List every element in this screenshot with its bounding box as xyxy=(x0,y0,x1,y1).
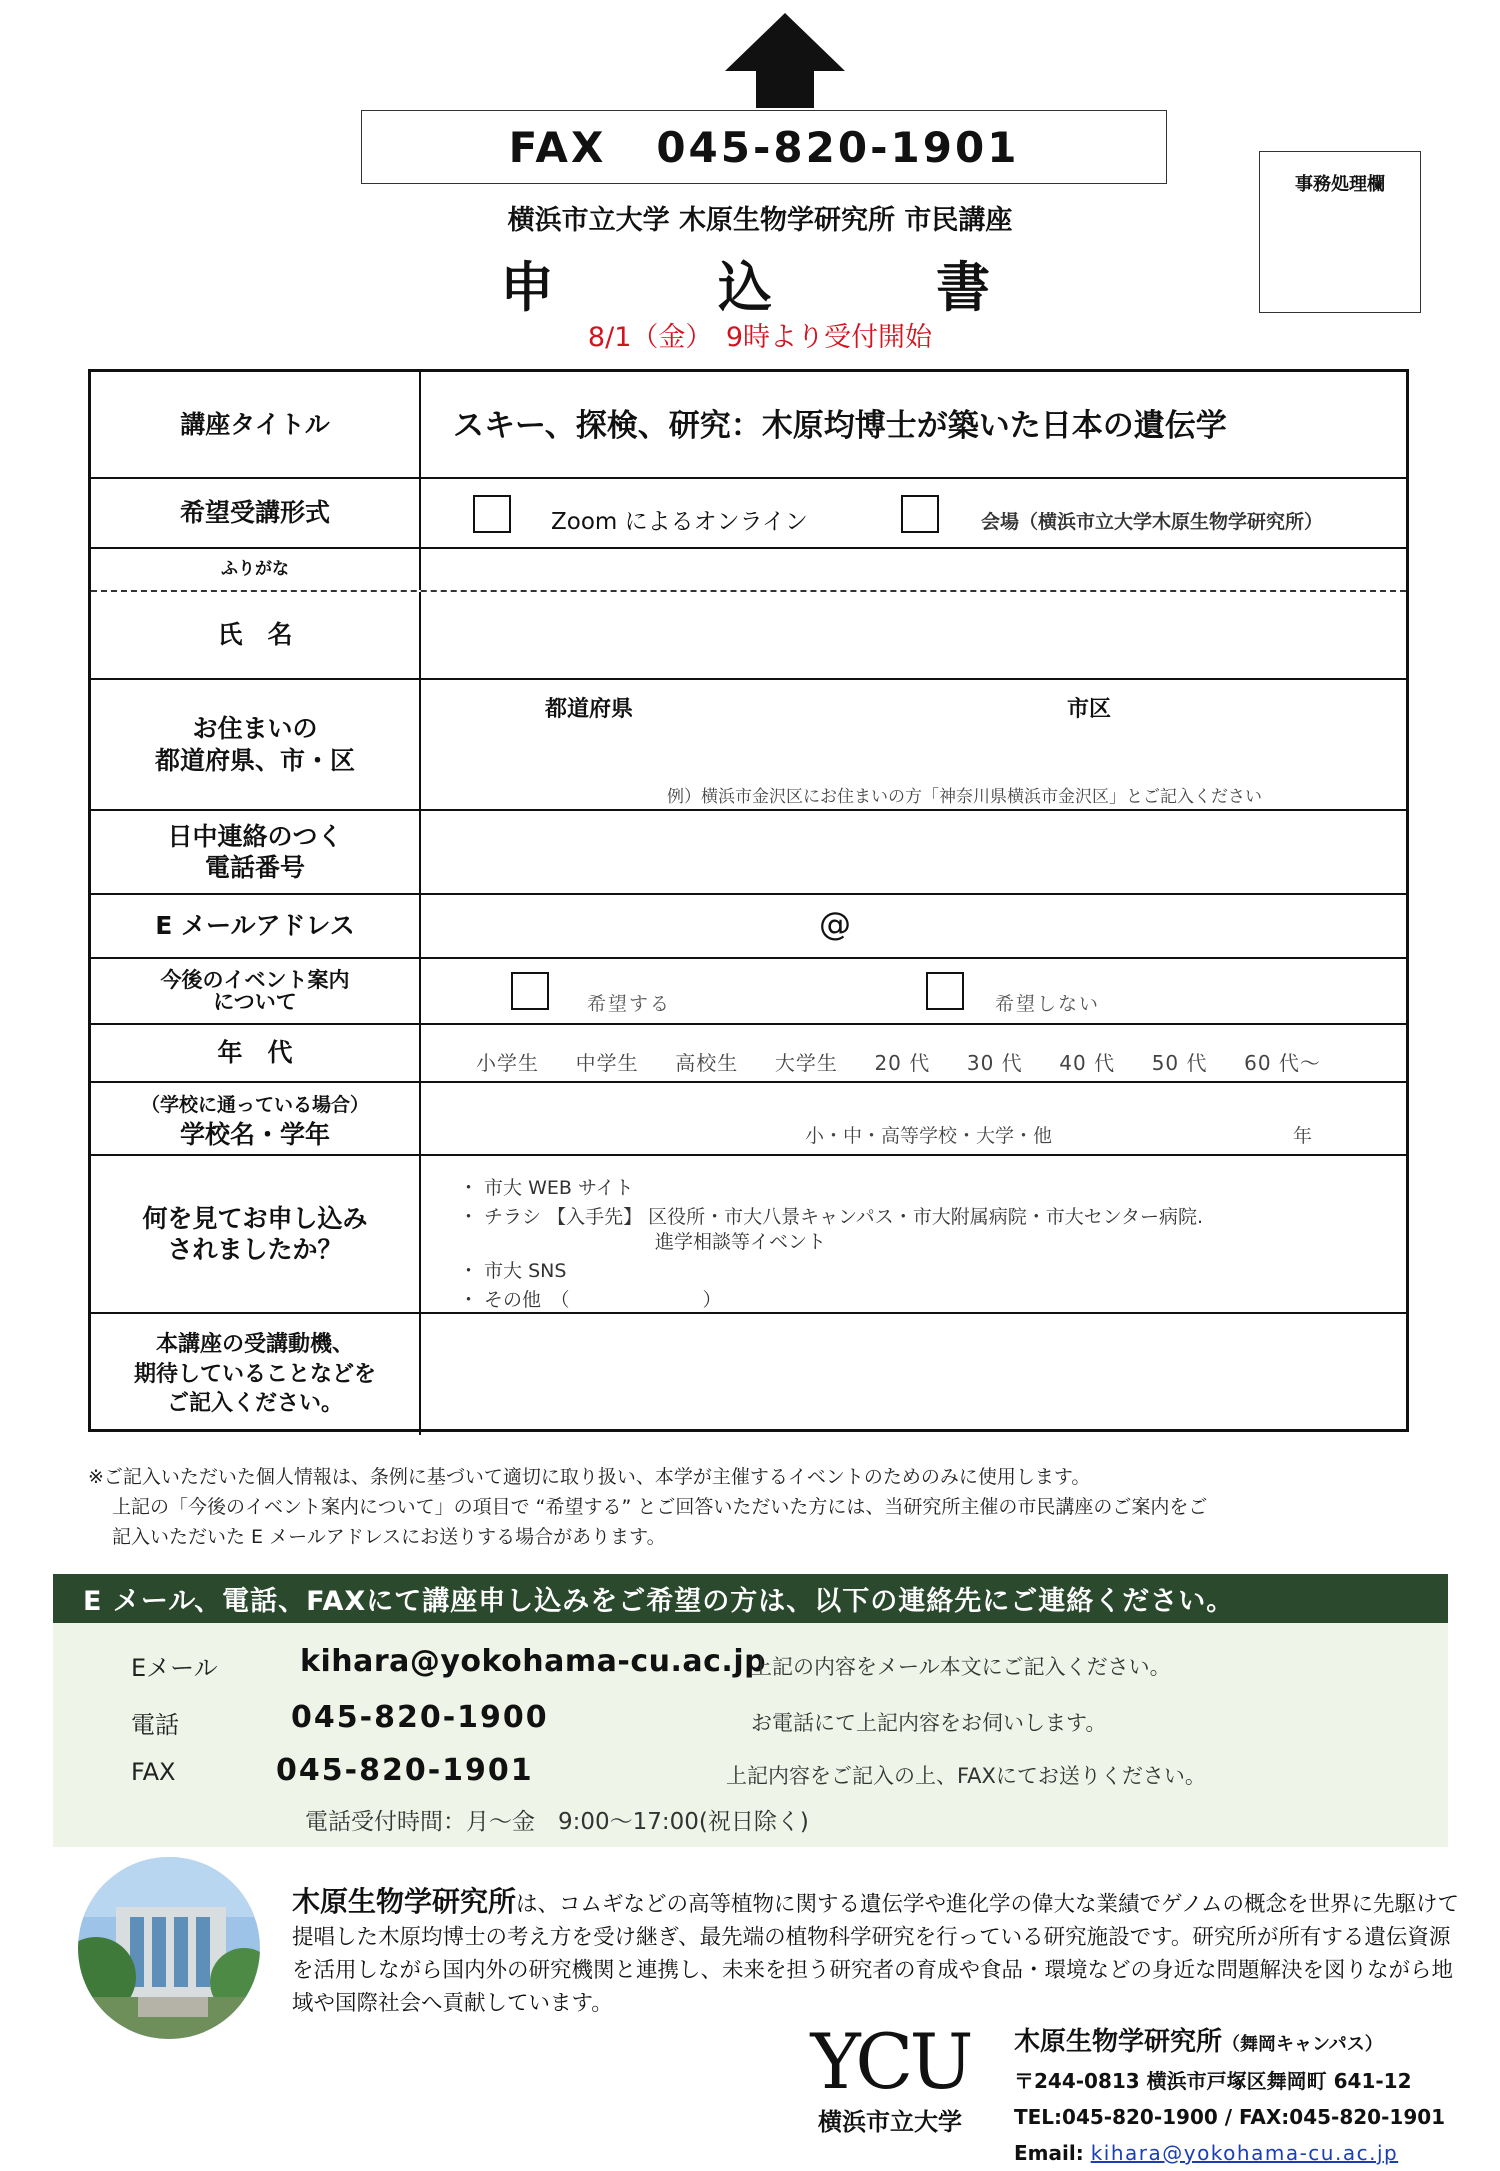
institute-building-photo xyxy=(78,1857,260,2039)
events-label xyxy=(91,959,421,1023)
prefecture-label: 都道府県 xyxy=(545,697,634,722)
institute-footer-title: 木原生物学研究所 xyxy=(1014,2027,1223,2057)
email-label: E メールアドレス xyxy=(91,895,421,957)
page-subtitle: 横浜市立大学 木原生物学研究所 市民講座 xyxy=(507,205,1013,236)
row-name xyxy=(91,592,1406,680)
privacy-note xyxy=(88,1462,1418,1552)
row-furigana xyxy=(91,549,1406,592)
contact-email[interactable]: kihara@yokohama-cu.ac.jp xyxy=(300,1644,767,1679)
events-yes-label: 希望する xyxy=(587,993,672,1015)
how-option[interactable]: ・ チラシ 【入手先】 区役所・市大八景キャンパス・市大附属病院・市大センター病院. xyxy=(459,1206,1204,1228)
row-format xyxy=(91,479,1406,549)
ycu-logo xyxy=(800,2017,980,2137)
note-line: 上記の「今後のイベント案内について」の項目で “希望する” とご回答いただいた方には、当研究所主催の市民講座のご案内をご xyxy=(112,1496,1208,1518)
age-label: 年 代 xyxy=(91,1025,421,1081)
age-option[interactable]: 60 代〜 xyxy=(1244,1051,1321,1075)
contact-phone[interactable]: 045-820-1900 xyxy=(291,1700,549,1735)
fax-number: 045-820-1901 xyxy=(656,122,1020,172)
age-option[interactable]: 中学生 xyxy=(575,1051,639,1075)
institute-address: 〒244-0813 横浜市戸塚区舞岡町 641-12 xyxy=(1014,2069,1412,2093)
institute-footer-name xyxy=(1014,2024,1445,2063)
institute-email-label: Email: xyxy=(1014,2141,1084,2165)
age-option[interactable]: 30 代 xyxy=(966,1051,1023,1075)
events-label-line1: 今後のイベント案内 xyxy=(160,967,350,992)
how-option[interactable]: ・ 市大 WEB サイト xyxy=(459,1177,634,1199)
events-yes-checkbox[interactable] xyxy=(511,972,549,1010)
motive-label xyxy=(91,1314,421,1435)
format-online-label: Zoom によるオンライン xyxy=(551,509,808,535)
events-no-label: 希望しない xyxy=(995,993,1101,1015)
institute-name: 木原生物学研究所 xyxy=(292,1885,517,1918)
up-arrow-icon xyxy=(725,13,845,71)
open-date: 8/1（金） 9時より受付開始 xyxy=(587,322,933,353)
how-label-line2: されましたか？ xyxy=(167,1235,343,1264)
how-option-continued: 進学相談等イベント xyxy=(459,1231,827,1253)
phone-label-line2: 電話番号 xyxy=(204,853,305,882)
application-form xyxy=(88,369,1409,1432)
contact-banner: E メール、電話、FAXにて講座申し込みをご希望の方は、以下の連絡先にご連絡ください。 xyxy=(53,1574,1448,1623)
row-phone xyxy=(91,811,1406,895)
city-label: 市区 xyxy=(1067,697,1112,722)
fax-number-box xyxy=(361,110,1167,184)
course-title: スキー、探検、研究：木原均博士が築いた日本の遺伝学 xyxy=(453,408,1227,444)
title-char-1: 申 xyxy=(500,256,554,319)
address-label-line2: 都道府県、市・区 xyxy=(154,745,355,775)
institute-description xyxy=(292,1885,1462,2020)
phone-label xyxy=(91,811,421,893)
age-option[interactable]: 40 代 xyxy=(1059,1051,1116,1075)
fax-label: FAX xyxy=(508,122,607,172)
address-example: 例）横浜市金沢区にお住まいの方「神奈川県横浜市金沢区」とご記入ください xyxy=(667,787,1262,807)
how-label-line1: 何を見てお申し込み xyxy=(142,1203,368,1233)
phone-field[interactable] xyxy=(421,811,1406,893)
row-motive xyxy=(91,1314,1406,1435)
motive-label-line3: ご記入ください。 xyxy=(166,1391,343,1417)
how-option[interactable]: ・ その他 （ ） xyxy=(459,1289,722,1311)
institute-tel-fax: TEL:045-820-1900 / FAX:045-820-1901 xyxy=(1014,2105,1446,2129)
institute-campus: （舞岡キャンパス） xyxy=(1222,2034,1383,2055)
furigana-field[interactable] xyxy=(421,549,1406,590)
school-types: 小・中・高等学校・大学・他 xyxy=(805,1125,1053,1147)
phone-label-line1: 日中連絡のつく xyxy=(167,821,343,851)
phone-hours: 電話受付時間：月〜金 9:00〜17:00(祝日除く) xyxy=(305,1809,809,1835)
age-option[interactable]: 小学生 xyxy=(476,1051,539,1075)
motive-field[interactable] xyxy=(421,1314,1406,1435)
contact-fax-label: FAX xyxy=(131,1758,176,1786)
age-options xyxy=(421,1047,1406,1076)
events-label-line2: について xyxy=(213,990,297,1014)
events-no-checkbox[interactable] xyxy=(926,972,964,1010)
format-venue-label: 会場（横浜市立大学木原生物学研究所） xyxy=(981,511,1324,533)
office-use-label: 事務処理欄 xyxy=(1295,174,1385,195)
row-age xyxy=(91,1025,1406,1083)
name-label: 氏 名 xyxy=(91,592,421,678)
contact-email-note: 上記の内容をメール本文にご記入ください。 xyxy=(751,1655,1171,1679)
title-char-3: 書 xyxy=(936,256,990,319)
address-label-line1: お住まいの xyxy=(192,714,318,744)
age-option[interactable]: 20 代 xyxy=(874,1051,931,1075)
course-title-label: 講座タイトル xyxy=(91,372,421,477)
row-address xyxy=(91,680,1406,811)
contact-panel xyxy=(53,1623,1448,1847)
online-checkbox[interactable] xyxy=(473,495,511,533)
page-title xyxy=(500,245,990,322)
row-events xyxy=(91,959,1406,1025)
address-cell[interactable] xyxy=(421,680,1406,809)
format-cell xyxy=(421,479,1406,547)
institute-description-text: は、コムギなどの高等植物に関する遺伝学や進化学の偉大な業績でゲノムの概念を世界に先駆けて提唱した木原均博士の考え方を受け継ぎ、最先端の植物科学研究を行っている研究施設です。研究所が所有する遺伝資源を活用しながら国内外の研究機関と連携し、未来を担う研究者の育成や食品・環境などの身近な問題解決を図りながら地域や国際社会へ貢献しています。 xyxy=(292,1892,1460,2016)
title-char-2: 込 xyxy=(718,256,772,319)
name-field[interactable] xyxy=(421,592,1406,678)
row-course-title xyxy=(91,372,1406,479)
institute-address-block xyxy=(1014,2024,1445,2171)
school-label-line2: 学校名・学年 xyxy=(179,1119,330,1149)
institute-email-line xyxy=(1014,2135,1445,2171)
furigana-label: ふりがな xyxy=(91,549,421,590)
row-school xyxy=(91,1083,1406,1156)
email-field[interactable] xyxy=(421,895,1406,957)
age-cell xyxy=(421,1025,1406,1081)
how-option[interactable]: ・ 市大 SNS xyxy=(459,1260,567,1282)
motive-label-line1: 本講座の受講動機、 xyxy=(155,1331,354,1357)
format-label: 希望受講形式 xyxy=(91,479,421,547)
row-email xyxy=(91,895,1406,959)
age-option[interactable]: 大学生 xyxy=(774,1051,838,1075)
note-line: 記入いただいた E メールアドレスにお送りする場合があります。 xyxy=(112,1526,666,1548)
school-year-label: 年 xyxy=(1293,1125,1313,1147)
how-options xyxy=(459,1174,1203,1315)
contact-phone-note: お電話にて上記内容をお伺いします。 xyxy=(751,1711,1107,1735)
motive-label-line2: 期待していることなどを xyxy=(133,1361,376,1387)
email-at-sign: @ xyxy=(819,905,851,943)
course-title-cell xyxy=(421,372,1406,477)
up-arrow-shaft xyxy=(756,70,814,108)
contact-fax[interactable]: 045-820-1901 xyxy=(276,1753,534,1788)
venue-checkbox[interactable] xyxy=(901,495,939,533)
age-option[interactable]: 50 代 xyxy=(1151,1051,1208,1075)
contact-email-label: Eメール xyxy=(131,1654,218,1682)
school-field[interactable] xyxy=(421,1083,1406,1154)
how-label xyxy=(91,1156,421,1312)
school-label xyxy=(91,1083,421,1154)
note-line: ※ご記入いただいた個人情報は、条例に基づいて適切に取り扱い、本学が主催するイベントのためのみに使用します。 xyxy=(88,1466,1091,1488)
address-label xyxy=(91,680,421,809)
contact-phone-label: 電話 xyxy=(131,1711,179,1739)
institute-email-link[interactable]: kihara@yokohama-cu.ac.jp xyxy=(1090,2141,1399,2165)
age-option[interactable]: 高校生 xyxy=(675,1051,739,1075)
row-how xyxy=(91,1156,1406,1314)
school-label-line1: （学校に通っている場合） xyxy=(140,1094,369,1117)
how-cell xyxy=(421,1156,1406,1312)
ycu-logo-name: 横浜市立大学 xyxy=(818,2108,962,2136)
office-use-box xyxy=(1259,151,1421,313)
ycu-logo-letters: YCU xyxy=(810,2017,970,2106)
contact-fax-note: 上記内容をご記入の上、FAXにてお送りください。 xyxy=(726,1764,1206,1788)
events-cell xyxy=(421,959,1406,1023)
